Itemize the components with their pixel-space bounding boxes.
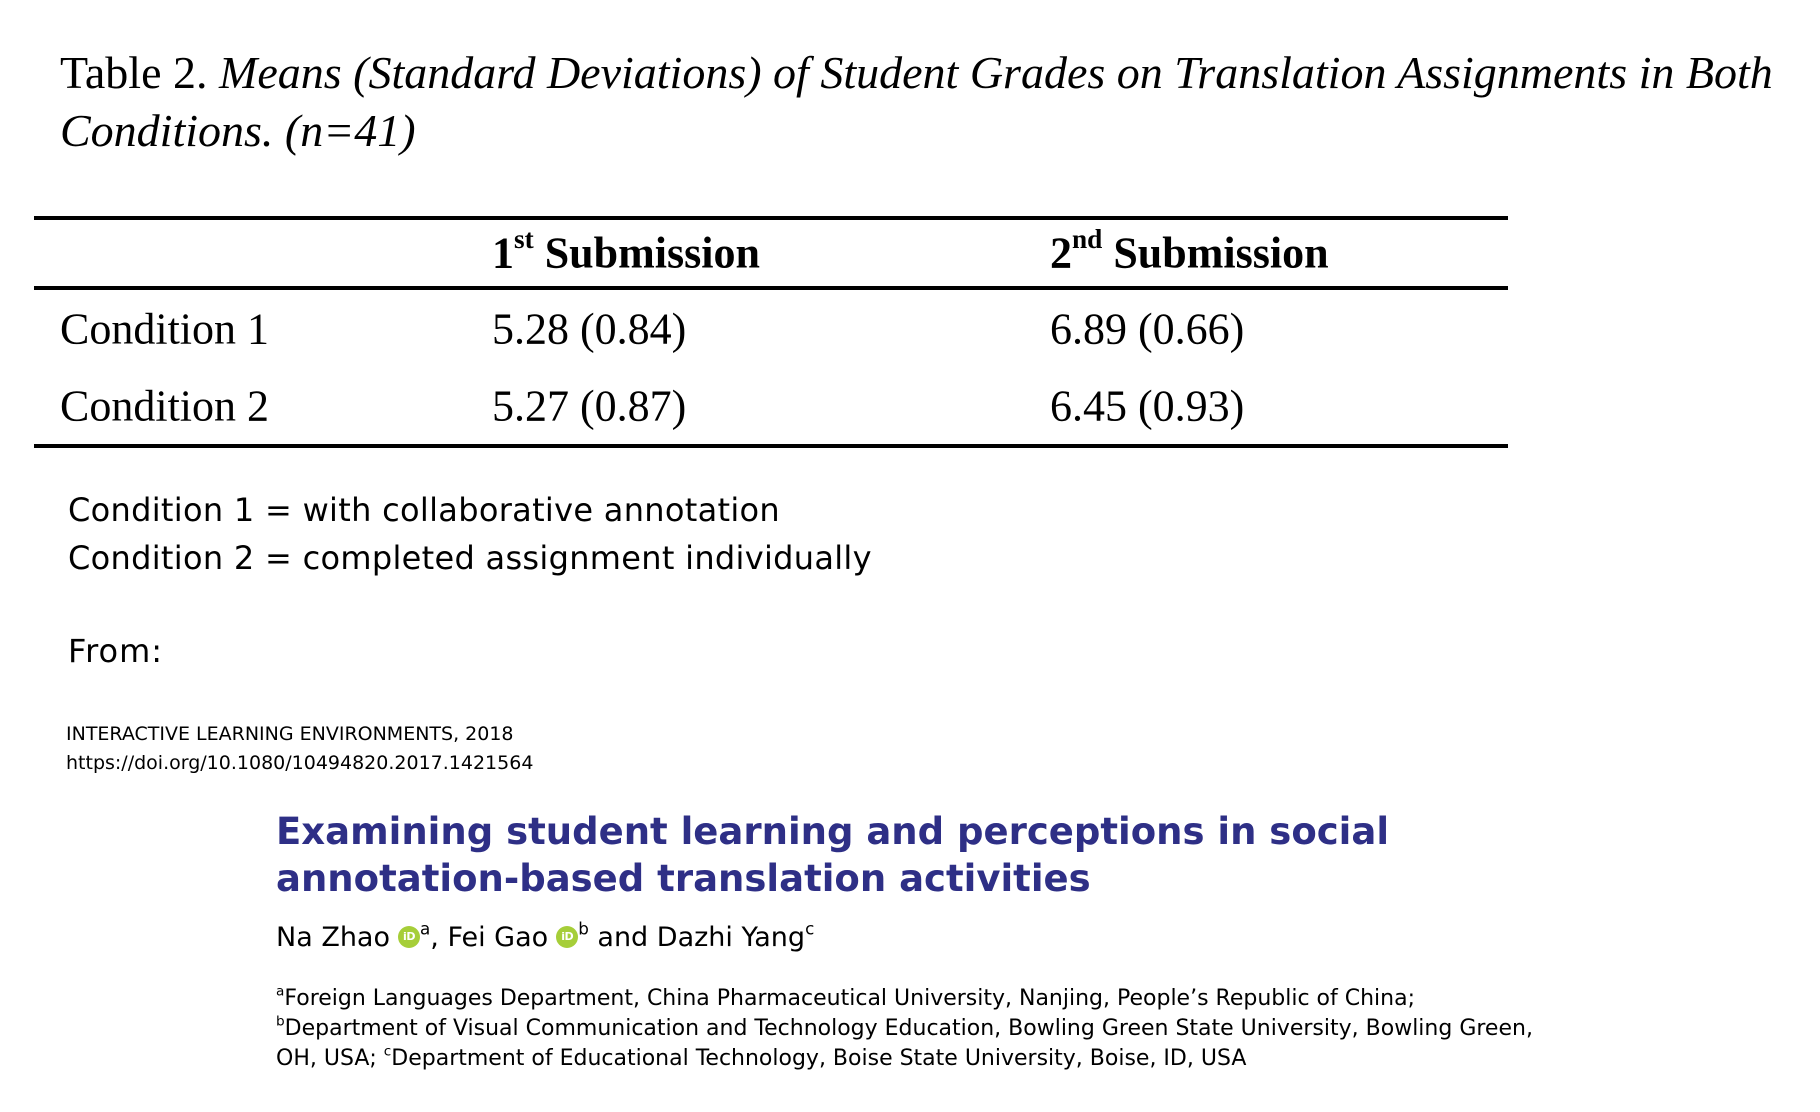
- affiliation-text: Department of Visual Communication and Technology Education, Bowling Green State University, Bowling Green, OH, USA;: [276, 1016, 1533, 1071]
- caption-label: Table 2.: [60, 47, 220, 98]
- table-caption: [60, 44, 1800, 160]
- row-label: Condition 1: [60, 304, 270, 354]
- journal-doi: https://doi.org/10.1080/10494820.2017.1421564: [66, 752, 534, 774]
- note-condition-2: Condition 2 = completed assignment individually: [68, 539, 872, 577]
- author-name: Dazhi Yang: [656, 922, 806, 953]
- header-second-submission: [1050, 223, 1329, 279]
- note-condition-1: Condition 1 = with collaborative annotation: [68, 491, 781, 529]
- affiliation-mark: b: [276, 1013, 285, 1030]
- source-label: From:: [68, 632, 164, 670]
- header-second-sup: nd: [1072, 223, 1103, 254]
- author-separator: and: [588, 922, 657, 953]
- table-cell: 6.45 (0.93): [1050, 381, 1245, 431]
- journal-name: INTERACTIVE LEARNING ENVIRONMENTS, 2018: [66, 723, 514, 745]
- header-first-text: Submission: [533, 228, 760, 278]
- affiliation-text: Foreign Languages Department, China Pharmaceutical University, Nanjing, People’s Republic of China;: [284, 986, 1416, 1011]
- header-first-num: 1: [492, 228, 514, 278]
- journal-header: [66, 720, 533, 778]
- header-second-num: 2: [1050, 228, 1072, 278]
- author-name: Na Zhao: [276, 922, 390, 953]
- table-row: [34, 368, 1508, 444]
- affiliation-mark: a: [276, 983, 285, 1000]
- affiliation-mark: b: [578, 918, 589, 939]
- table-notes: [68, 486, 872, 582]
- author-list: [276, 920, 814, 956]
- affiliation-mark: c: [805, 918, 815, 939]
- table-row: [34, 290, 1508, 368]
- row-label: Condition 2: [60, 381, 270, 431]
- affiliation-mark: a: [420, 918, 431, 939]
- header-second-text: Submission: [1102, 228, 1329, 278]
- author-separator: ,: [430, 922, 448, 953]
- table-cell: 6.89 (0.66): [1050, 304, 1245, 354]
- affiliations: [276, 984, 1576, 1074]
- affiliation-mark: c: [383, 1043, 392, 1060]
- orcid-icon[interactable]: iD: [556, 926, 578, 948]
- orcid-icon[interactable]: iD: [398, 926, 420, 948]
- results-table: [34, 216, 1508, 448]
- caption-text: Means (Standard Deviations) of Student Grades on Translation Assignments in Both Conditions. (n=41): [60, 47, 1773, 156]
- header-first-submission: [492, 223, 760, 279]
- header-first-sup: st: [514, 223, 534, 254]
- author-name: Fei Gao: [447, 922, 549, 953]
- article-title: Examining student learning and perceptions in social annotation-based translation activities: [276, 810, 1389, 900]
- table-cell: 5.27 (0.87): [492, 381, 687, 431]
- table-bottom-rule: [34, 444, 1508, 448]
- affiliation-text: Department of Educational Technology, Boise State University, Boise, ID, USA: [391, 1046, 1247, 1071]
- table-header-row: [34, 220, 1508, 286]
- table-cell: 5.28 (0.84): [492, 304, 687, 354]
